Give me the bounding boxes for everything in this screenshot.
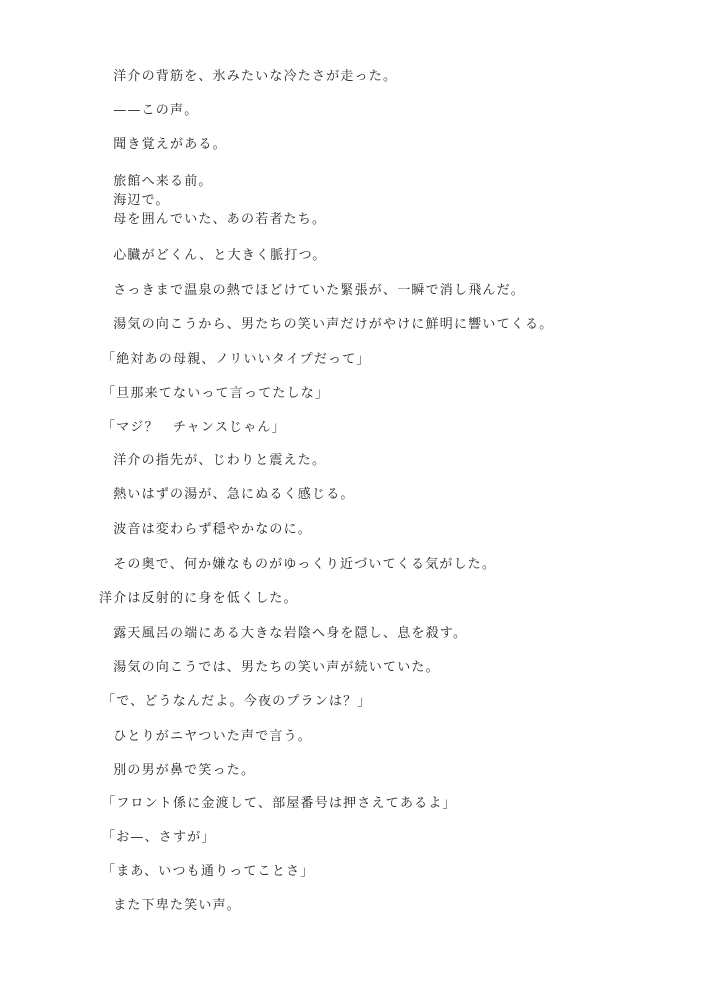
text-line: 湯気の向こうから、男たちの笑い声だけがやけに鮮明に響いてくる。 xyxy=(99,317,554,332)
text-line: 波音は変わらず穏やかなのに。 xyxy=(99,522,313,537)
text-line: 別の男が鼻で笑った。 xyxy=(99,763,256,778)
text-line: 海辺で。 xyxy=(99,193,170,208)
text-line: 洋介の指先が、じわりと震えた。 xyxy=(99,453,327,468)
text-line: 洋介の背筋を、氷みたいな冷たさが走った。 xyxy=(99,69,398,84)
text-line: 熱いはずの湯が、急にぬるく感じる。 xyxy=(99,487,355,502)
text-line: 旅館へ来る前。 xyxy=(99,174,213,189)
text-line: ひとりがニヤついた声で言う。 xyxy=(99,729,313,744)
text-line: 「で、どうなんだよ。今夜のプランは？」 xyxy=(102,694,372,709)
text-line: 湯気の向こうでは、男たちの笑い声が続いていた。 xyxy=(99,660,440,675)
text-line: 「旦那来てないって言ってたしな」 xyxy=(102,386,330,401)
text-line: 心臓がどくん、と大きく脈打つ。 xyxy=(99,248,327,263)
text-line: また下卑た笑い声。 xyxy=(99,898,242,913)
text-line: 露天風呂の端にある大きな岩陰へ身を隠し、息を殺す。 xyxy=(99,626,468,641)
text-line: その奥で、何か嫌なものがゆっくり近づいてくる気がした。 xyxy=(99,557,497,572)
text-line: 「お—、さすが」 xyxy=(102,830,216,845)
text-line: ——この声。 xyxy=(99,103,199,118)
text-line: さっきまで温泉の熱でほどけていた緊張が、一瞬で消し飛んだ。 xyxy=(99,283,526,298)
text-line: 「まあ、いつも通りってことさ」 xyxy=(102,864,315,879)
text-line: 「絶対あの母親、ノリいいタイプだって」 xyxy=(102,352,371,367)
text-line: 洋介は反射的に身を低くした。 xyxy=(99,591,298,606)
text-line: 聞き覚えがある。 xyxy=(99,137,227,152)
text-line: 母を囲んでいた、あの若者たち。 xyxy=(99,212,327,227)
text-line: 「フロント係に金渡して、部屋番号は押さえてあるよ」 xyxy=(102,796,457,811)
text-line: 「マジ？ チャンスじゃん」 xyxy=(102,420,286,435)
